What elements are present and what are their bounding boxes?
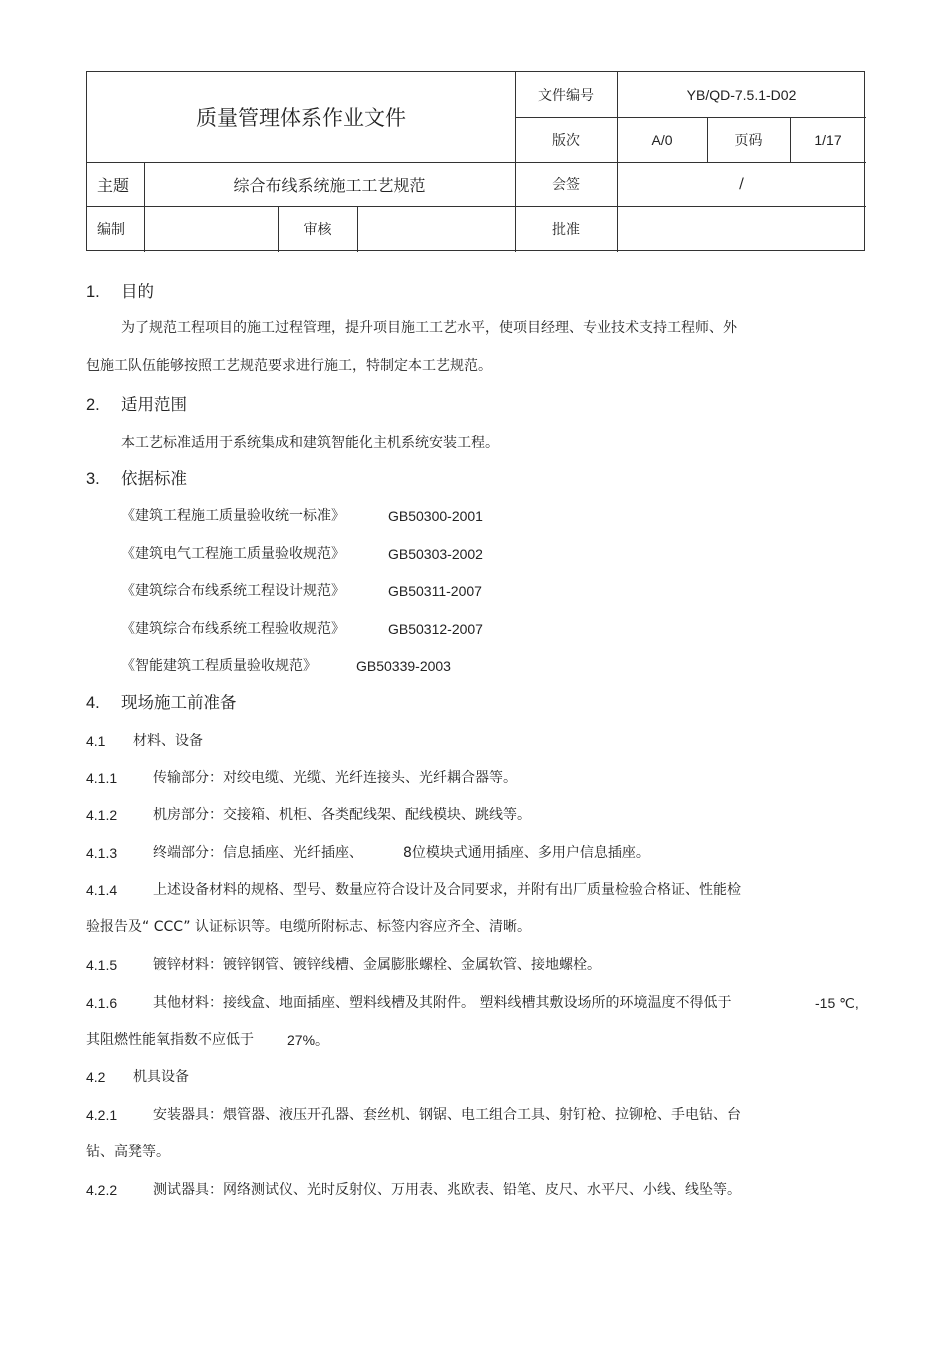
standard-code: GB50339-2003 — [356, 658, 451, 674]
item-number: 4.1.4 — [86, 882, 118, 898]
item-text: 机房部分：交接箱、机柜、各类配线架、配线模块、跳线等。 — [153, 807, 531, 823]
subject-label: 主题 — [97, 175, 130, 195]
standard-code: GB50303-2002 — [388, 546, 483, 562]
item-text: 测试器具：网络测试仪、光时反射仪、万用表、兆欧表、铅笔、皮尺、水平尺、小线、线坠等。 — [153, 1182, 741, 1198]
standard-code: GB50312-2007 — [388, 621, 483, 637]
section-2-title: 适用范围 — [121, 395, 187, 414]
subject-value: 综合布线系统施工工艺规范 — [233, 175, 426, 195]
section-4-number: 4. — [86, 694, 100, 712]
standard-name: 《建筑工程施工质量验收统一标准》 — [121, 508, 345, 524]
item-text-continued: 其阻燃性能氧指数不应低于 — [86, 1032, 254, 1048]
section-1-paragraph-line-1: 为了规范工程项目的施工过程管理，提升项目施工工艺水平，使项目经理、专业技术支持工程师、外 — [121, 320, 737, 336]
section-1-number: 1. — [86, 283, 100, 301]
item-number: 4.1.5 — [86, 957, 118, 973]
item-number: 4.1.3 — [86, 845, 118, 861]
item-text-continued: 验报告及“ CCC” 认证标识等。电缆所附标志、标签内容应齐全、清晰。 — [86, 919, 531, 935]
doc-no-label: 文件编号 — [538, 87, 594, 104]
section-3-number: 3. — [86, 470, 100, 488]
standard-name: 《建筑综合布线系统工程设计规范》 — [121, 583, 345, 599]
item-number: 4.1.6 — [86, 995, 118, 1011]
version-label: 版次 — [552, 132, 580, 149]
standard-name: 《建筑综合布线系统工程验收规范》 — [121, 621, 345, 637]
section-4-title: 现场施工前准备 — [121, 693, 237, 712]
item-text: 安装器具：煨管器、液压开孔器、套丝机、钢锯、电工组合工具、射钉枪、拉铆枪、手电钻、台 — [153, 1107, 741, 1123]
approve-label: 批准 — [552, 222, 580, 238]
section-2-number: 2. — [86, 396, 100, 414]
version-value: A/0 — [651, 131, 673, 148]
item-text-continued: 钻、高凳等。 — [86, 1144, 170, 1160]
item-text: 上述设备材料的规格、型号、数量应符合设计及合同要求，并附有出厂质量检验合格证、性能检 — [153, 882, 741, 898]
page-label: 页码 — [734, 132, 763, 149]
item-number: 4.2.2 — [86, 1182, 118, 1198]
countersign-value: / — [739, 176, 744, 192]
item-text: 终端部分：信息插座、光纤插座、 — [153, 845, 363, 861]
section-1-paragraph-line-2: 包施工队伍能够按照工艺规范要求进行施工，特制定本工艺规范。 — [86, 358, 492, 374]
standard-code: GB50311-2007 — [388, 583, 482, 599]
item-text: 材料、设备 — [133, 733, 203, 749]
section-2-paragraph: 本工艺标准适用于系统集成和建筑智能化主机系统安装工程。 — [121, 435, 499, 451]
standard-code: GB50300-2001 — [388, 508, 483, 524]
doc-no-value: YB/QD-7.5.1-D02 — [686, 86, 797, 103]
item-number: 4.1 — [86, 733, 106, 749]
standard-name: 《建筑电气工程施工质量验收规范》 — [121, 546, 345, 562]
standard-name: 《智能建筑工程质量验收规范》 — [121, 658, 317, 674]
item-number: 4.1.1 — [86, 770, 118, 786]
temperature-value: -15 ℃, — [815, 995, 859, 1011]
item-text: 镀锌材料：镀锌钢管、镀锌线槽、金属膨胀螺栓、金属软管、接地螺栓。 — [153, 957, 601, 973]
item-text-continued: 8位模块式通用插座、多用户信息插座。 — [403, 845, 650, 861]
doc-title: 质量管理体系作业文件 — [196, 106, 406, 130]
item-text: 传输部分：对绞电缆、光缆、光纤连接头、光纤耦合器等。 — [153, 770, 517, 786]
review-label: 审核 — [303, 222, 332, 238]
oxygen-index-value: 27%。 — [287, 1032, 330, 1048]
page-value: 1/17 — [814, 131, 842, 148]
compile-label: 编制 — [97, 222, 125, 238]
item-text: 机具设备 — [133, 1069, 189, 1085]
section-3-title: 依据标准 — [121, 469, 187, 488]
item-number: 4.2 — [86, 1069, 106, 1085]
section-1-title: 目的 — [121, 282, 154, 301]
header-table — [86, 71, 865, 251]
item-number: 4.2.1 — [86, 1107, 118, 1123]
countersign-label: 会签 — [552, 177, 580, 193]
item-number: 4.1.2 — [86, 807, 118, 823]
item-text: 其他材料：接线盒、地面插座、塑料线槽及其附件。 塑料线槽其敷设场所的环境温度不得低于 — [153, 995, 732, 1011]
